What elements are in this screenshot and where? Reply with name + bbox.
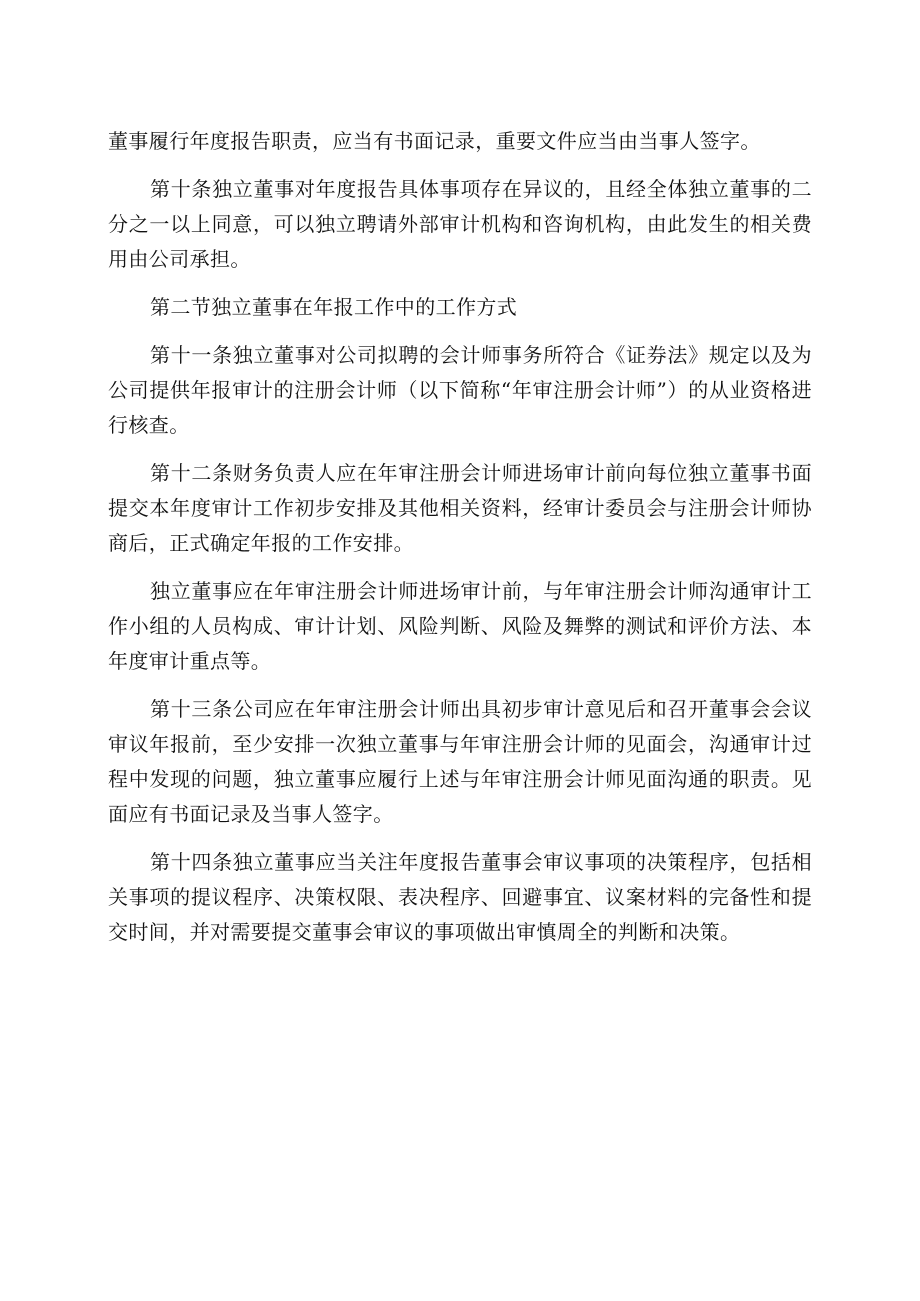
- paragraph-article-11: 第十一条独立董事对公司拟聘的会计师事务所符合《证券法》规定以及为公司提供年报审计的注册会计师（以下简称“年审注册会计师”）的从业资格进行核查。: [108, 343, 812, 437]
- document-body: [108, 124, 812, 963]
- paragraph-article-14: 第十四条独立董事应当关注年度报告董事会审议事项的决策程序，包括相关事项的提议程序、决策权限、表决程序、回避事宜、议案材料的完备性和提交时间，并对需要提交董事会审议的事项做出审慎周全的判断和决策。: [108, 850, 812, 944]
- paragraph-article-12: 第十二条财务负责人应在年审注册会计师进场审计前向每位独立董事书面提交本年度审计工作初步安排及其他相关资料，经审计委员会与注册会计师协商后，正式确定年报的工作安排。: [108, 461, 812, 555]
- paragraph-article-13: 第十三条公司应在年审注册会计师出具初步审计意见后和召开董事会会议审议年报前，至少安排一次独立董事与年审注册会计师的见面会，沟通审计过程中发现的问题，独立董事应履行上述与年审注册会计师见面沟通的职责。见面应有书面记录及当事人签字。: [108, 697, 812, 826]
- paragraph-continuation: 董事履行年度报告职责，应当有书面记录，重要文件应当由当事人签字。: [108, 129, 761, 153]
- paragraph-article-12-detail: 独立董事应在年审注册会计师进场审计前，与年审注册会计师沟通审计工作小组的人员构成、审计计划、风险判断、风险及舞弊的测试和评价方法、本年度审计重点等。: [108, 579, 812, 673]
- section-heading: 第二节独立董事在年报工作中的工作方式: [150, 295, 518, 319]
- paragraph-article-10: 第十条独立董事对年度报告具体事项存在异议的，且经全体独立董事的二分之一以上同意，可以独立聘请外部审计机构和咨询机构，由此发生的相关费用由公司承担。: [108, 177, 812, 271]
